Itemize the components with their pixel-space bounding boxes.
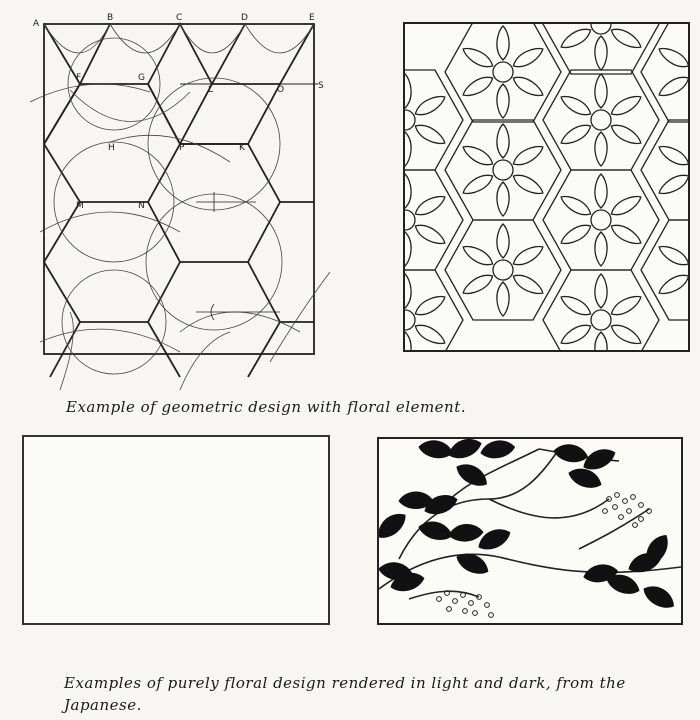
japanese-floral-drawing [379, 439, 681, 623]
point-label-o: O [277, 85, 285, 95]
dark-floral-panel [377, 437, 683, 625]
point-label-d: D [241, 13, 248, 23]
point-label-k: K [239, 143, 245, 153]
hexagon-flower-pattern-drawing [405, 24, 688, 350]
light-floral-panel [22, 435, 330, 625]
geometric-construction-figure [30, 12, 335, 390]
geometric-construction-drawing [30, 12, 335, 390]
caption-floral-design: Examples of purely floral design rendered in light and dark, from the Japanese. [64, 674, 626, 714]
caption-geometric-design: Example of geometric design with floral element. [66, 398, 467, 416]
point-label-g: G [138, 73, 145, 83]
point-label-h: H [108, 143, 115, 153]
point-label-s: S [318, 81, 324, 91]
point-label-m: M [76, 201, 84, 211]
point-label-l: L [208, 85, 214, 95]
point-label-n: N [138, 201, 145, 211]
point-label-a: A [33, 19, 40, 29]
point-label-b: B [107, 13, 114, 23]
point-label-p: P [179, 143, 185, 153]
point-label-f: F [76, 73, 82, 83]
point-label-e: E [309, 13, 315, 23]
hexagon-flower-pattern [403, 22, 690, 352]
point-label-c: C [176, 13, 183, 23]
